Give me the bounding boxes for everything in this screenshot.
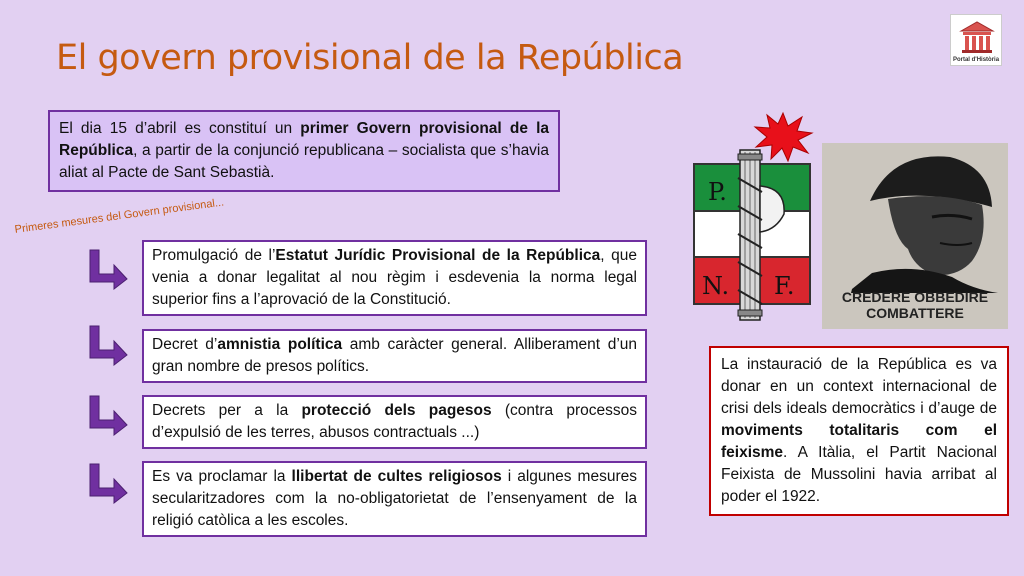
context-box: [709, 346, 1009, 516]
intro-text-1: El dia 15 d’abril es constituí un: [59, 120, 301, 137]
measure-bold: amnistia política: [217, 336, 343, 353]
corner-arrow-icon: [86, 460, 130, 504]
measure-bold: protecció dels pagesos: [301, 402, 492, 419]
poster-line-2: COMBATTERE: [866, 305, 964, 321]
intro-text-2: , a partir de la conjunció republicana – socialista que s’havia aliat al Pacte de Sant Sebastià.: [59, 142, 549, 181]
measure-text: Promulgació de l’: [152, 247, 276, 264]
portal-historia-logo: [950, 14, 1002, 66]
measures-subtitle: Primeres mesures del Govern provisional...: [14, 196, 225, 236]
measure-text: , que venia a donar legalitat al nou règim i esdevenia la norma legal superior fins a l’aprovació de la Constitució.: [152, 247, 637, 308]
measure-bold: llibertat de cultes religiosos: [291, 468, 502, 485]
corner-arrow-icon: [86, 322, 130, 366]
measure-bold: Estatut Jurídic Provisional de la República: [275, 247, 601, 264]
measure-text: amb caràcter general. Alliberament d’un gran nombre de presos polítics.: [152, 336, 637, 375]
measure-box: [142, 395, 647, 449]
measure-text: Decret d’: [152, 336, 218, 353]
fascist-party-emblem: [688, 148, 816, 324]
intro-bold: primer Govern provisional de la República: [59, 120, 549, 159]
poster-line-1: CREDERE OBBEDIRE: [841, 289, 989, 305]
flag-letter-n: N.: [702, 272, 730, 300]
flag-letter-f: F.: [774, 272, 795, 300]
corner-arrow-icon: [86, 392, 130, 436]
measure-box: [142, 461, 647, 537]
measure-text: i algunes mesures secularitzadores com la no-obligatorietat de l’ensenyament de la religió catòlica a les escoles.: [152, 468, 637, 529]
measure-box: [142, 240, 647, 316]
measure-text: Es va proclamar la: [152, 468, 292, 485]
context-text-1: La instauració de la República es va donar en un context internacional de crisi dels ideals democràtics i d’auge de: [721, 356, 997, 417]
intro-box: [48, 110, 560, 192]
context-text-2: . A Itàlia, el Partit Nacional Feixista de Mussolini havia arribat al poder el 1922.: [721, 444, 997, 505]
corner-arrow-icon: [86, 246, 130, 290]
slide-title: El govern provisional de la República: [56, 38, 684, 78]
measure-text: Decrets per a la: [152, 402, 302, 419]
flag-letter-p: P.: [708, 178, 727, 206]
measure-box: [142, 329, 647, 383]
context-bold: moviments totalitaris com el feixisme: [721, 422, 997, 461]
temple-icon: [957, 19, 997, 55]
mussolini-poster: [822, 143, 1008, 329]
poster-caption: [822, 289, 1008, 321]
measure-text: (contra processos d’expulsió de les terres, abusos contractuals ...): [152, 402, 637, 441]
logo-label: Portal d'Història: [952, 57, 1000, 63]
